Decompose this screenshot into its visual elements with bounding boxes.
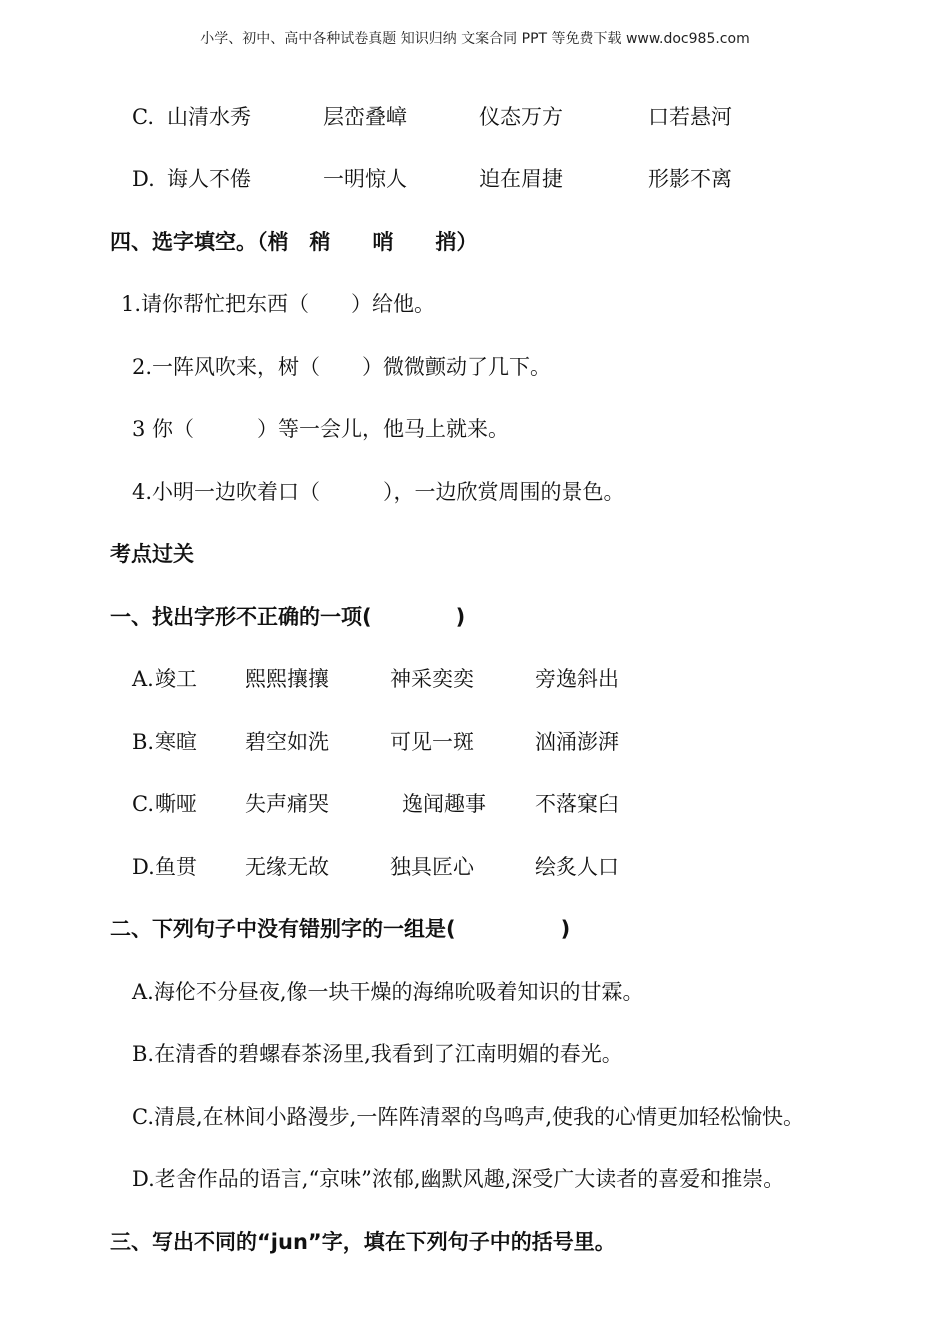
sentence-option: D.老舍作品的语言,“京味”浓郁,幽默风趣,深受广大读者的喜爱和推崇。 [132, 1167, 785, 1191]
option-label: D. [132, 855, 155, 879]
option-word: 失声痛哭 [245, 792, 329, 816]
option-word: 逸闻趣事 [402, 792, 486, 816]
option-word: 口若悬河 [648, 105, 732, 129]
question-item: 2.一阵风吹来，树（ ）微微颤动了几下。 [132, 355, 552, 379]
option-word: 诲人不倦 [167, 167, 251, 191]
option-word: 仪态万方 [479, 105, 563, 129]
question-title: 一、找出字形不正确的一项( ) [110, 605, 466, 629]
option-word: 迫在眉捷 [479, 167, 563, 191]
question-title: 二、下列句子中没有错别字的一组是( ) [110, 917, 571, 941]
option-word: 绘炙人口 [535, 855, 619, 879]
question-item: 4.小明一边吹着口（ ），一边欣赏周围的景色。 [132, 480, 625, 504]
option-label: C. [132, 792, 154, 816]
option-word: 竣工 [155, 667, 197, 691]
option-label: A. [132, 667, 154, 691]
option-word: 可见一斑 [390, 730, 474, 754]
sentence-option: C.清晨,在林间小路漫步,一阵阵清翠的鸟鸣声,使我的心情更加轻松愉快。 [132, 1105, 805, 1129]
option-label: C. [132, 105, 154, 129]
option-word: 不落窠臼 [535, 792, 619, 816]
question-item: 3 你（ ）等一会儿，他马上就来。 [132, 417, 510, 441]
option-word: 碧空如洗 [245, 730, 329, 754]
option-word: 寒暄 [155, 730, 197, 754]
question-title: 三、写出不同的“jun”字，填在下列句子中的括号里。 [110, 1230, 616, 1254]
option-word: 独具匠心 [390, 855, 474, 879]
option-word: 层峦叠嶂 [323, 105, 407, 129]
checkpoint-heading: 考点过关 [110, 542, 194, 566]
option-word: 鱼贯 [155, 855, 197, 879]
option-word: 嘶哑 [155, 792, 197, 816]
option-word: 一明惊人 [323, 167, 407, 191]
option-word: 旁逸斜出 [535, 667, 619, 691]
section-title: 四、选字填空。（梢 稍 哨 捎） [110, 230, 478, 254]
page-header: 小学、初中、高中各种试卷真题 知识归纳 文案合同 PPT 等免费下载 www.doc985.com [200, 31, 750, 47]
sentence-option: A.海伦不分昼夜,像一块干燥的海绵吮吸着知识的甘霖。 [132, 980, 644, 1004]
option-word: 神采奕奕 [390, 667, 474, 691]
option-word: 形影不离 [648, 167, 732, 191]
option-word: 山清水秀 [167, 105, 251, 129]
sentence-option: B.在清香的碧螺春茶汤里,我看到了江南明媚的春光。 [132, 1042, 623, 1066]
option-word: 无缘无故 [245, 855, 329, 879]
option-word: 汹涌澎湃 [535, 730, 619, 754]
option-word: 熙熙攘攘 [245, 667, 329, 691]
question-item: 1.请你帮忙把东西（ ）给他。 [121, 292, 436, 316]
option-label: D. [132, 167, 155, 191]
option-label: B. [132, 730, 155, 754]
